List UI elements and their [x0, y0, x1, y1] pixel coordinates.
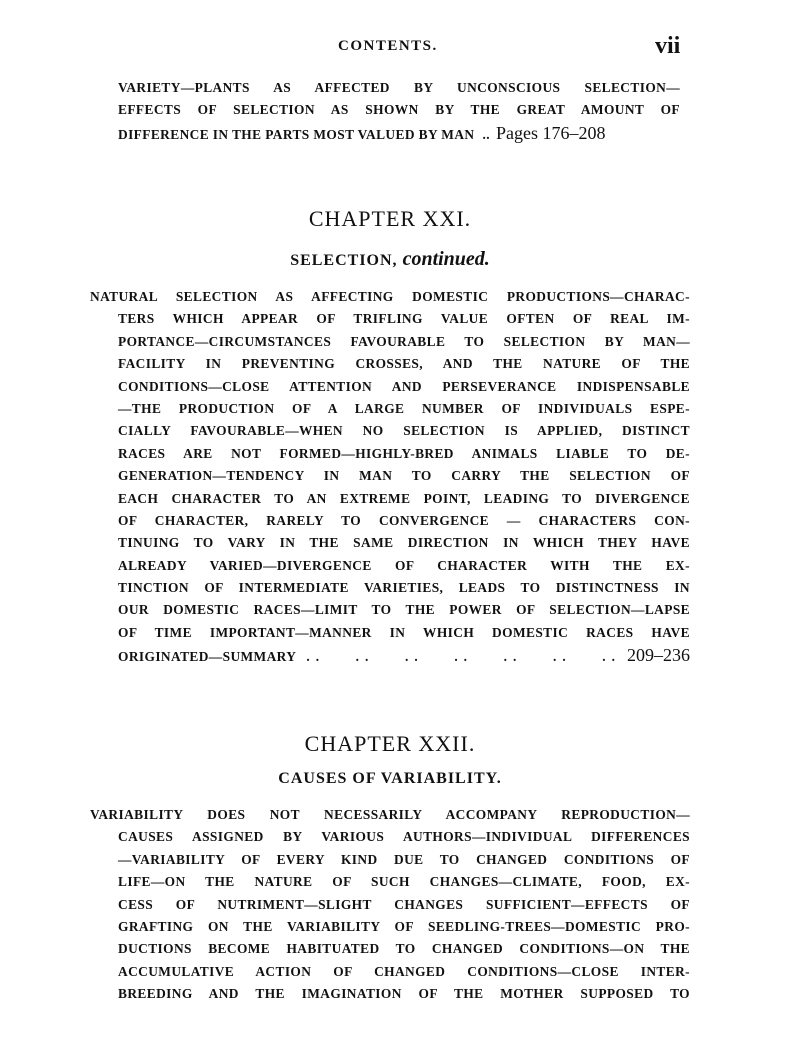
page-range: 209–236: [627, 645, 690, 666]
summary-line: —THE PRODUCTION OF A LARGE NUMBER OF INDIVIDUALS ESPE-: [118, 400, 690, 416]
subtitle-italic: continued.: [402, 248, 490, 270]
summary-line: RACES ARE NOT FORMED—HIGHLY-BRED ANIMALS LIABLE TO DE-: [118, 445, 690, 461]
summary-line: OUR DOMESTIC RACES—LIMIT TO THE POWER OF SELECTION—LAPSE: [118, 602, 690, 618]
chapter-subtitle: [0, 770, 780, 788]
chapter-title: CHAPTER XXII.: [304, 731, 476, 756]
summary-line: TINUING TO VARY IN THE SAME DIRECTION IN WHICH THEY HAVE: [118, 535, 690, 551]
running-title: CONTENTS.: [338, 38, 438, 54]
summary-line: —VARIABILITY OF EVERY KIND DUE TO CHANGED CONDITIONS OF: [118, 851, 690, 867]
summary-line: CAUSES ASSIGNED BY VARIOUS AUTHORS—INDIVIDUAL DIFFERENCES: [118, 829, 690, 845]
summary-line: CONDITIONS—CLOSE ATTENTION AND PERSEVERANCE INDISPENSABLE: [118, 378, 690, 394]
summary-line: CESS OF NUTRIMENT—SLIGHT CHANGES SUFFICIENT—EFFECTS OF: [118, 896, 690, 912]
summary-line: TINCTION OF INTERMEDIATE VARIETIES, LEADS TO DISTINCTNESS IN: [118, 580, 690, 596]
summary-line: OF TIME IMPORTANT—MANNER IN WHICH DOMESTIC RACES HAVE: [118, 624, 690, 640]
summary-last-line: [118, 644, 690, 666]
summary-line: VARIABILITY DOES NOT NECESSARILY ACCOMPANY REPRODUCTION—: [90, 807, 690, 822]
summary-line: FACILITY IN PREVENTING CROSSES, AND THE NATURE OF THE: [118, 356, 690, 372]
leader-dots: .. .. .. .. .. .. ..: [306, 649, 621, 665]
summary-line: LIFE—ON THE NATURE OF SUCH CHANGES—CLIMATE, FOOD, EX-: [118, 874, 690, 890]
summary-line: OF CHARACTER, RARELY TO CONVERGENCE — CHARACTERS CON-: [118, 512, 690, 528]
summary-line: GRAFTING ON THE VARIABILITY OF SEEDLING-TREES—DOMESTIC PRO-: [118, 918, 690, 934]
subtitle-main: CAUSES OF VARIABILITY.: [278, 770, 502, 787]
summary-line: PORTANCE—CIRCUMSTANCES FAVOURABLE TO SELECTION BY MAN—: [118, 333, 690, 349]
entry-line: DIFFERENCE IN THE PARTS MOST VALUED BY MAN: [118, 126, 475, 142]
summary-line: ACCUMULATIVE ACTION OF CHANGED CONDITIONS—CLOSE INTER-: [118, 963, 690, 979]
summary-line: CIALLY FAVOURABLE—WHEN NO SELECTION IS APPLIED, DISTINCT: [118, 423, 690, 439]
entry-line: EFFECTS OF SELECTION AS SHOWN BY THE GREAT AMOUNT OF: [118, 102, 680, 118]
chapter-summary: [90, 804, 690, 1006]
chapter-subtitle: [0, 248, 780, 271]
summary-line: EACH CHARACTER TO AN EXTREME POINT, LEADING TO DIVERGENCE: [118, 490, 690, 506]
entry-last-line: [118, 122, 680, 144]
entry-line: VARIETY—PLANTS AS AFFECTED BY UNCONSCIOUS SELECTION—: [118, 80, 680, 95]
page-range: Pages 176–208: [495, 122, 606, 143]
summary-line: ORIGINATED—SUMMARY: [118, 649, 297, 665]
page-number: vii: [655, 33, 681, 59]
summary-line: BREEDING AND THE IMAGINATION OF THE MOTHER SUPPOSED TO: [118, 986, 690, 1002]
subtitle-main: SELECTION,: [290, 252, 398, 269]
leader-dots: ..: [482, 126, 490, 142]
summary-line: GENERATION—TENDENCY IN MAN TO CARRY THE SELECTION OF: [118, 468, 690, 484]
summary-line: DUCTIONS BECOME HABITUATED TO CHANGED CONDITIONS—ON THE: [118, 941, 690, 957]
chapter-title: CHAPTER XXI.: [308, 206, 472, 231]
continued-entry: [118, 77, 680, 144]
running-head: [0, 33, 800, 68]
summary-line: NATURAL SELECTION AS AFFECTING DOMESTIC PRODUCTIONS—CHARAC-: [90, 289, 690, 304]
summary-line: TERS WHICH APPEAR OF TRIFLING VALUE OFTEN OF REAL IM-: [118, 311, 690, 327]
summary-line: ALREADY VARIED—DIVERGENCE OF CHARACTER WITH THE EX-: [118, 557, 690, 573]
chapter-summary: [90, 286, 690, 667]
